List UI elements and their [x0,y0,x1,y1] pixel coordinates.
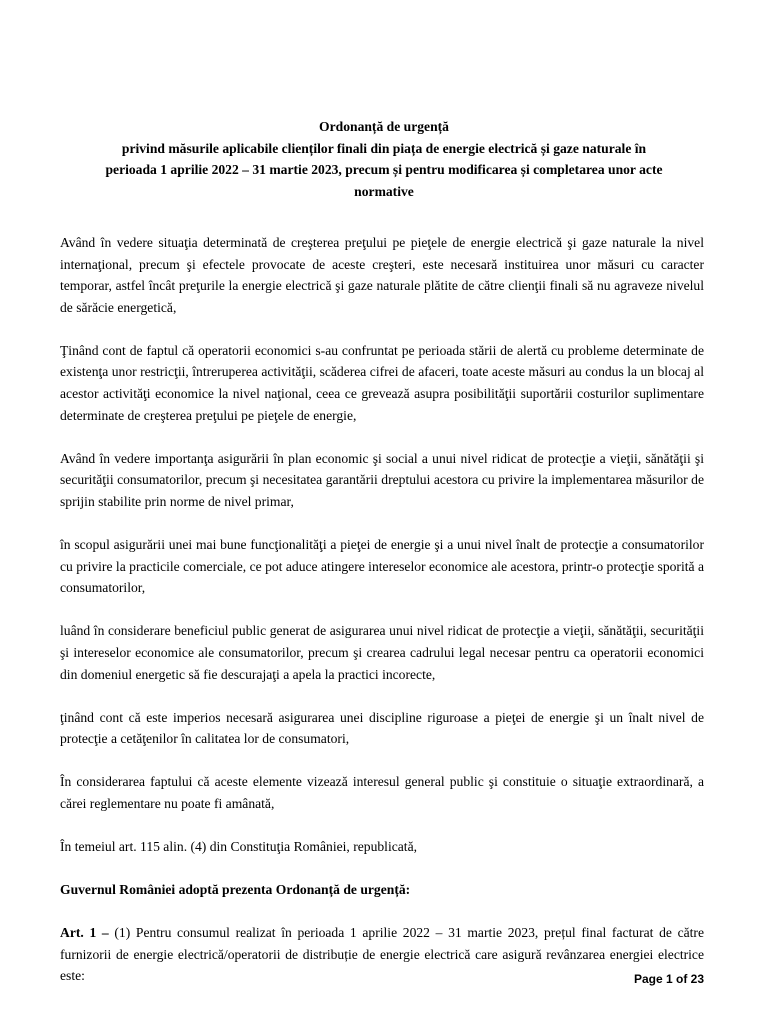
paragraph-5: luând în considerare beneficiul public generat de asigurarea unui nivel ridicat de protecţie a vieţii, sănătăţii, securităţii şi intereselor economice ale consumatorilor, precum şi crearea cadrului legal necesar pentru ca operatorii economici din domeniul energetic să fie descurajaţi a apela la practici incorecte, [60,623,704,682]
document-title [60,116,708,202]
article-1-label: Art. 1 – [60,925,109,941]
article-1-text: (1) Pentru consumul realizat în perioada 1 aprilie 2022 – 31 martie 2023, prețul final facturat de către furnizorii de energie electrică/operatorii de distribuție de energie electrică care asigură revânzarea energiei electrice este: [60,925,704,984]
paragraph-2: Ţinând cont de faptul că operatorii economici s-au confruntat pe perioada stării de alertă cu probleme determinate de existenţa unor restricţii, întreruperea activităţii, scăderea cifrei de afaceri, toate aceste măsuri au condus la un blocaj al acestor activităţi economice la nivel naţional, ceea ce grevează asupra posibilităţii suportării costurilor suplimentare determinate de creşterea preţului pe pieţele de energie, [60,342,704,423]
title-line-4: normative [354,183,414,199]
paragraph-9: Guvernul României adoptă prezenta Ordonanță de urgență: [60,882,411,898]
paragraph-8: În temeiul art. 115 alin. (4) din Constituţia României, republicată, [60,838,418,854]
title-line-2: privind măsurile aplicabile clienților finali din piața de energie electrică și gaze naturale în [121,140,647,156]
article-1 [60,922,704,987]
paragraph-7: În considerarea faptului că aceste elemente vizează interesul general public şi constituie o situaţie extraordinară, a cărei reglementare nu poate fi amânată, [60,774,704,811]
paragraph-1: Având în vedere situaţia determinată de creşterea preţului pe pieţele de energie electrică şi gaze naturale la nivel internaţional, precum şi efectele provocate de aceste creşteri, este necesară instituirea unor măsuri cu caracter temporar, astfel încât preţurile la energie electrică şi gaze naturale plătite de către clienţii finali să nu agraveze nivelul de sărăcie energetică, [60,235,704,315]
title-line-3: perioada 1 aprilie 2022 – 31 martie 2023, precum și pentru modificarea și completarea unor acte [105,162,663,177]
title-line-1: Ordonanță de urgență [319,119,449,134]
document-body [60,232,704,1008]
page-number: Page 1 of 23 [633,972,704,986]
paragraph-4: în scopul asigurării unei mai bune funcţionalităţi a pieţei de energie şi a unui nivel înalt de protecţie a consumatorilor cu privire la practicile comerciale, ce pot aduce atingere intereselor economice ale acestora, printr-o protecţie sporită a consumatorilor, [60,537,704,596]
paragraph-3: Având în vedere importanţa asigurării în plan economic şi social a unui nivel ridicat de protecţie a vieţii, sănătăţii şi securităţii consumatorilor, precum şi necesitatea garantării dreptului acestora cu privire la implementarea măsurilor de sprijin stabilite prin norme de nivel primar, [60,450,704,509]
paragraph-6: ţinând cont că este imperios necesară asigurarea unei discipline riguroase a pieţei de energie şi un înalt nivel de protecţie a cetăţenilor în calitatea lor de consumatori, [60,709,704,747]
